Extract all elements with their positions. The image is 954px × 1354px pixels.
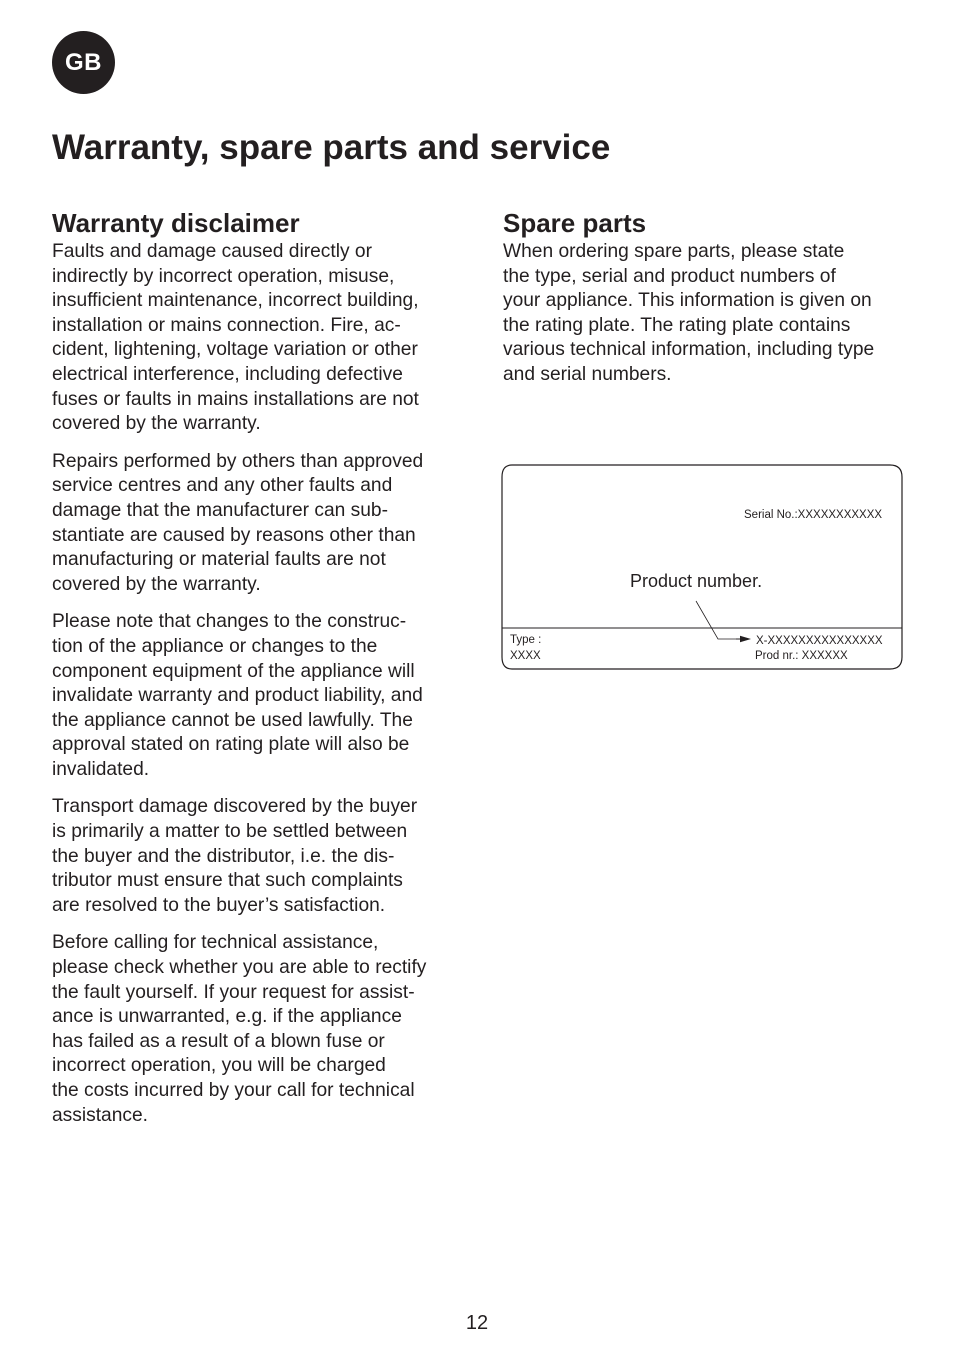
warranty-paragraph [52, 931, 454, 1128]
text-line: electrical interference, including defective [52, 363, 403, 385]
text-line: service centres and any other faults and [52, 475, 393, 497]
spare-parts-section [503, 206, 905, 401]
text-line: insufficient maintenance, incorrect building, [52, 290, 419, 312]
text-line: your appliance. This information is given on [503, 290, 872, 312]
text-line: the type, serial and product numbers of [503, 265, 836, 287]
text-line: manufacturing or material faults are not [52, 549, 386, 571]
type-value: XXXX [510, 650, 541, 662]
warranty-heading: Warranty disclaimer [52, 208, 300, 238]
text-line: Please note that changes to the construc- [52, 611, 407, 633]
text-line: damage that the manufacturer can sub- [52, 499, 388, 521]
text-line: approval stated on rating plate will also be [52, 734, 410, 756]
warranty-paragraph [52, 795, 454, 918]
text-line: installation or mains connection. Fire, ac- [52, 314, 401, 336]
leader-line [696, 601, 736, 639]
product-number-label: Product number. [630, 571, 763, 591]
type-label: Type : [510, 634, 542, 646]
arrow-head-icon [740, 636, 751, 642]
text-line: indirectly by incorrect operation, misuse, [52, 265, 395, 287]
text-line: covered by the warranty. [52, 573, 261, 595]
warranty-paragraph [52, 610, 454, 782]
text-line: assistance. [52, 1104, 148, 1126]
text-line: has failed as a result of a blown fuse or [52, 1030, 385, 1052]
language-badge-label: GB [65, 48, 102, 76]
page-title: Warranty, spare parts and service [52, 128, 611, 167]
text-line: invalidate warranty and product liability, and [52, 685, 423, 707]
text-line: stantiate are caused by reasons other than [52, 524, 416, 546]
text-line: various technical information, including type [503, 339, 875, 361]
text-line: Transport damage discovered by the buyer [52, 796, 418, 818]
text-line: ance is unwarranted, e.g. if the appliance [52, 1006, 402, 1028]
rating-plate-diagram [500, 463, 904, 671]
text-line: the buyer and the distributor, i.e. the dis- [52, 845, 395, 867]
text-line: the fault yourself. If your request for assist- [52, 981, 415, 1003]
prod-nr-text: Prod nr.: XXXXXX [755, 650, 848, 662]
text-line: tion of the appliance or changes to the [52, 635, 378, 657]
text-line: When ordering spare parts, please state [503, 241, 845, 262]
text-line: cident, lightening, voltage variation or other [52, 339, 418, 361]
text-line: Before calling for technical assistance, [52, 932, 379, 954]
text-line: are resolved to the buyer’s satisfaction. [52, 894, 386, 916]
text-line: Repairs performed by others than approved [52, 450, 424, 472]
spare-parts-paragraph [503, 240, 905, 388]
serial-number-text: Serial No.:XXXXXXXXXXX [744, 509, 883, 521]
spare-parts-heading: Spare parts [503, 208, 647, 238]
text-line: fuses or faults in mains installations are not [52, 388, 419, 410]
text-line: component equipment of the appliance will [52, 660, 415, 682]
text-line: is primarily a matter to be settled between [52, 821, 408, 843]
text-line: covered by the warranty. [52, 413, 261, 435]
warranty-paragraph [52, 450, 454, 598]
warranty-section [52, 206, 454, 1141]
text-line: tributor must ensure that such complaints [52, 870, 403, 892]
text-line: the appliance cannot be used lawfully. The [52, 709, 413, 731]
text-line: incorrect operation, you will be charged [52, 1055, 386, 1077]
text-line: Faults and damage caused directly or [52, 241, 372, 262]
warranty-paragraph [52, 240, 454, 437]
text-line: and serial numbers. [503, 363, 672, 385]
text-line: please check whether you are able to rectify [52, 957, 427, 979]
language-badge [52, 31, 115, 94]
product-code-text: X-XXXXXXXXXXXXXXX [756, 635, 883, 647]
text-line: invalidated. [52, 758, 150, 780]
text-line: the costs incurred by your call for technical [52, 1080, 415, 1101]
page-number: 12 [465, 1312, 489, 1334]
warranty-body [52, 240, 454, 1128]
text-line: the rating plate. The rating plate contains [503, 314, 851, 336]
